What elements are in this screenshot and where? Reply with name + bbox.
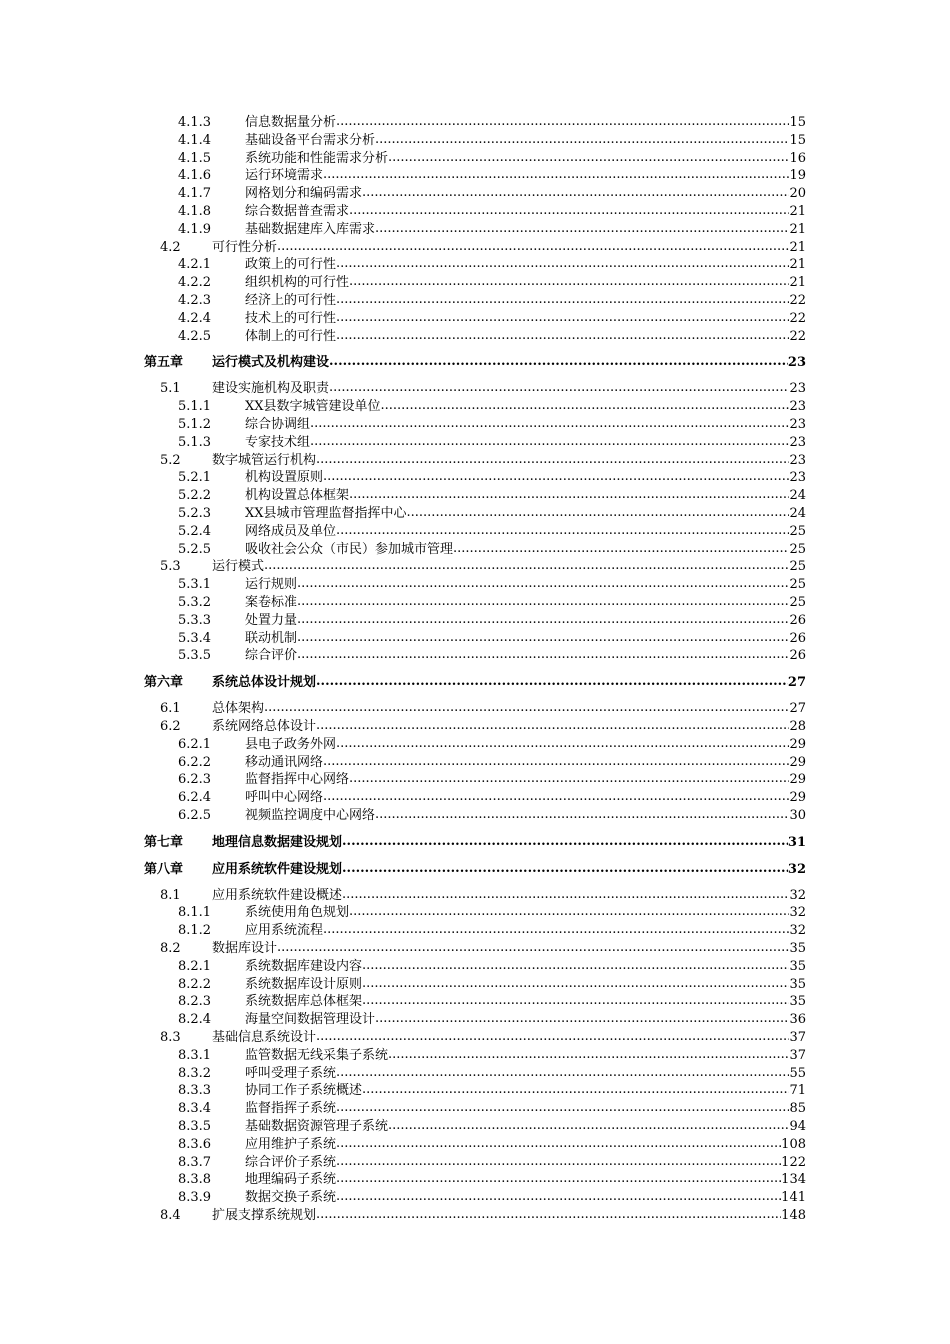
toc-entry[interactable] (144, 940, 806, 958)
toc-entry-number: 第五章 (144, 355, 184, 371)
table-of-contents (144, 114, 806, 1225)
toc-entry-title: 基础数据建库入库需求 (245, 221, 376, 237)
toc-entry[interactable] (144, 1207, 806, 1225)
toc-entry-page-number: 23 (787, 355, 806, 371)
toc-entry-title: 数字城管运行机构 (212, 452, 317, 468)
toc-entry-title: 系统功能和性能需求分析 (245, 150, 389, 166)
toc-entry[interactable] (144, 239, 806, 257)
toc-entry-title: 政策上的可行性 (245, 257, 337, 273)
toc-entry[interactable] (144, 310, 806, 328)
toc-dot-leader (381, 397, 790, 415)
toc-entry-number: 6.2 (160, 718, 181, 734)
toc-entry-title: 专家技术组 (245, 434, 311, 450)
toc-entry-number: 5.3.5 (178, 648, 212, 664)
toc-entry[interactable] (144, 630, 806, 648)
toc-entry-number: 6.2.2 (178, 754, 212, 770)
toc-entry-title: 网络成员及单位 (245, 523, 337, 539)
toc-entry-page-number: 21 (789, 203, 806, 219)
toc-entry-title: 网格划分和编码需求 (245, 186, 363, 202)
toc-entry-number: 5.3.1 (178, 577, 212, 593)
toc-entry-page-number: 32 (787, 861, 806, 877)
toc-entry[interactable] (144, 541, 806, 559)
toc-entry-page-number: 22 (789, 292, 806, 308)
toc-dot-leader (316, 1206, 781, 1224)
toc-entry-title: 综合协调组 (245, 416, 311, 432)
toc-entry[interactable] (144, 1047, 806, 1065)
toc-entry-title: 移动通讯网络 (245, 754, 324, 770)
toc-entry-page-number: 55 (789, 1065, 806, 1081)
toc-entry-title: 运行规则 (245, 577, 298, 593)
toc-entry[interactable] (144, 380, 806, 398)
toc-entry-title: 综合数据普查需求 (245, 203, 350, 219)
toc-entry-page-number: 85 (789, 1101, 806, 1117)
toc-entry-title: 县电子政务外网 (245, 736, 337, 752)
toc-entry-title: 应用系统软件建设概述 (212, 887, 343, 903)
toc-entry-number: 5.3.4 (178, 630, 212, 646)
toc-entry-page-number: 23 (789, 434, 806, 450)
toc-dot-leader (297, 575, 789, 593)
toc-entry[interactable] (144, 904, 806, 922)
toc-entry[interactable] (144, 1029, 806, 1047)
toc-dot-leader (297, 629, 789, 647)
toc-entry-title: XX县数字城管建设单位 (245, 399, 381, 415)
toc-dot-leader (349, 202, 789, 220)
toc-entry-page-number: 28 (789, 718, 806, 734)
toc-entry-page-number: 21 (789, 239, 806, 255)
toc-entry-page-number: 134 (781, 1172, 806, 1188)
toc-entry-number: 4.1.6 (178, 168, 212, 184)
toc-entry-page-number: 35 (789, 976, 806, 992)
toc-entry-number: 第七章 (144, 834, 184, 850)
toc-entry-page-number: 35 (789, 941, 806, 957)
toc-dot-leader (362, 975, 789, 993)
toc-entry-number: 4.1.9 (178, 221, 212, 237)
toc-dot-leader (336, 735, 789, 753)
toc-entry-page-number: 26 (789, 648, 806, 664)
toc-entry[interactable] (144, 594, 806, 612)
toc-entry[interactable] (144, 958, 806, 976)
toc-entry-page-number: 35 (789, 994, 806, 1010)
toc-dot-leader (349, 486, 789, 504)
toc-entry[interactable] (144, 1082, 806, 1100)
toc-dot-leader (362, 184, 789, 202)
toc-entry[interactable] (144, 771, 806, 789)
toc-entry-number: 5.1.1 (178, 399, 212, 415)
toc-entry-number: 8.2 (160, 941, 181, 957)
toc-dot-leader (375, 220, 789, 238)
toc-entry-number: 5.1.3 (178, 434, 212, 450)
toc-dot-leader (323, 753, 789, 771)
toc-chapter-entry[interactable] (144, 674, 806, 692)
toc-entry-title: 监督指挥中心网络 (245, 772, 350, 788)
toc-entry[interactable] (144, 487, 806, 505)
toc-entry-number: 8.3.7 (178, 1154, 212, 1170)
toc-entry-title: 系统总体设计规划 (212, 675, 317, 691)
toc-entry-page-number: 31 (787, 834, 806, 850)
toc-entry-page-number: 29 (789, 736, 806, 752)
toc-entry-page-number: 25 (789, 523, 806, 539)
toc-entry-number: 8.3.9 (178, 1190, 212, 1206)
toc-entry-page-number: 30 (789, 807, 806, 823)
toc-entry-number: 4.2.2 (178, 275, 212, 291)
toc-entry-title: 基础数据资源管理子系统 (245, 1119, 389, 1135)
toc-entry-page-number: 15 (789, 115, 806, 130)
toc-entry-page-number: 122 (781, 1154, 806, 1170)
toc-entry-number: 8.1.2 (178, 923, 212, 939)
toc-entry-title: 运行模式 (212, 559, 265, 575)
toc-entry[interactable] (144, 807, 806, 825)
toc-entry-title: 扩展支撑系统规划 (212, 1208, 317, 1224)
toc-entry[interactable] (144, 434, 806, 452)
toc-entry-title: 应用系统流程 (245, 923, 324, 939)
toc-dot-leader (375, 131, 789, 149)
toc-entry-title: 呼叫中心网络 (245, 790, 324, 806)
toc-entry-number: 4.1.8 (178, 203, 212, 219)
toc-entry[interactable] (144, 647, 806, 665)
toc-dot-leader (349, 273, 789, 291)
toc-dot-leader (362, 1081, 789, 1099)
toc-dot-leader (407, 504, 790, 522)
toc-dot-leader (362, 992, 789, 1010)
toc-entry-number: 5.2.4 (178, 523, 212, 539)
toc-dot-leader (342, 860, 788, 878)
toc-entry-number: 第八章 (144, 861, 184, 877)
toc-dot-leader (362, 957, 789, 975)
toc-entry-number: 5.3 (160, 559, 181, 575)
toc-entry-title: 吸收社会公众（市民）参加城市管理 (245, 541, 454, 557)
toc-dot-leader (329, 353, 788, 371)
toc-entry-page-number: 22 (789, 328, 806, 344)
toc-dot-leader (336, 1064, 789, 1082)
toc-dot-leader (336, 1170, 781, 1188)
toc-entry-number: 4.2.1 (178, 257, 212, 273)
toc-entry[interactable] (144, 292, 806, 310)
toc-entry[interactable] (144, 1189, 806, 1207)
toc-entry-number: 5.3.3 (178, 612, 212, 628)
toc-entry-number: 8.2.1 (178, 958, 212, 974)
toc-entry-title: 可行性分析 (212, 239, 278, 255)
toc-entry-title: 组织机构的可行性 (245, 275, 350, 291)
toc-dot-leader (277, 939, 789, 957)
toc-entry[interactable] (144, 132, 806, 150)
toc-entry-page-number: 27 (787, 675, 806, 691)
toc-entry-number: 8.2.4 (178, 1012, 212, 1028)
toc-entry-title: 地理信息数据建设规划 (212, 834, 343, 850)
toc-entry[interactable] (144, 922, 806, 940)
toc-chapter-entry[interactable] (144, 354, 806, 372)
toc-entry[interactable] (144, 469, 806, 487)
toc-entry-page-number: 108 (781, 1136, 806, 1152)
toc-dot-leader (375, 1010, 789, 1028)
toc-entry-page-number: 35 (789, 958, 806, 974)
toc-dot-leader (336, 522, 789, 540)
toc-entry[interactable] (144, 416, 806, 434)
toc-entry-title: 信息数据量分析 (245, 115, 337, 130)
toc-entry-title: 综合评价 (245, 648, 298, 664)
toc-entry-page-number: 23 (789, 452, 806, 468)
toc-entry-page-number: 19 (789, 168, 806, 184)
toc-entry-page-number: 25 (789, 541, 806, 557)
toc-entry-number: 8.4 (160, 1208, 181, 1224)
toc-entry-title: 数据库设计 (212, 941, 278, 957)
toc-entry-number: 6.1 (160, 701, 181, 717)
toc-entry-title: 系统数据库总体框架 (245, 994, 363, 1010)
toc-dot-leader (336, 255, 789, 273)
toc-entry-number: 8.3.3 (178, 1083, 212, 1099)
toc-entry-title: 技术上的可行性 (245, 310, 337, 326)
toc-entry-number: 4.2.3 (178, 292, 212, 308)
toc-entry-number: 第六章 (144, 675, 184, 691)
toc-entry-title: 案卷标准 (245, 594, 298, 610)
toc-entry-number: 4.2.4 (178, 310, 212, 326)
toc-entry-page-number: 23 (789, 416, 806, 432)
toc-entry[interactable] (144, 150, 806, 168)
toc-entry-title: 协同工作子系统概述 (245, 1083, 363, 1099)
toc-entry-title: XX县城市管理监督指挥中心 (245, 505, 407, 521)
toc-entry-page-number: 29 (789, 754, 806, 770)
toc-entry-page-number: 71 (789, 1083, 806, 1099)
toc-entry[interactable] (144, 736, 806, 754)
toc-entry-number: 5.1 (160, 381, 181, 397)
toc-dot-leader (316, 673, 788, 691)
toc-entry-page-number: 22 (789, 310, 806, 326)
toc-dot-leader (323, 468, 789, 486)
toc-entry-number: 5.2 (160, 452, 181, 468)
toc-entry[interactable] (144, 114, 806, 132)
toc-entry[interactable] (144, 789, 806, 807)
toc-entry-page-number: 16 (789, 150, 806, 166)
toc-entry[interactable] (144, 221, 806, 239)
toc-entry-page-number: 32 (789, 905, 806, 921)
toc-entry-page-number: 15 (789, 132, 806, 148)
toc-entry[interactable] (144, 1171, 806, 1189)
toc-dot-leader (297, 646, 789, 664)
toc-entry-number: 8.3.8 (178, 1172, 212, 1188)
toc-entry-title: 经济上的可行性 (245, 292, 337, 308)
toc-chapter-entry[interactable] (144, 861, 806, 879)
toc-dot-leader (388, 149, 789, 167)
toc-entry-number: 4.1.3 (178, 115, 212, 130)
toc-dot-leader (388, 1117, 789, 1135)
toc-entry[interactable] (144, 887, 806, 905)
toc-entry-number: 8.2.3 (178, 994, 212, 1010)
toc-entry[interactable] (144, 398, 806, 416)
toc-entry-title: 系统数据库设计原则 (245, 976, 363, 992)
toc-entry-number: 8.3.5 (178, 1119, 212, 1135)
toc-dot-leader (277, 238, 789, 256)
toc-entry-page-number: 25 (789, 559, 806, 575)
toc-entry-number: 8.3.6 (178, 1136, 212, 1152)
toc-entry[interactable] (144, 754, 806, 772)
toc-entry-number: 6.2.4 (178, 790, 212, 806)
toc-entry[interactable] (144, 576, 806, 594)
toc-entry[interactable] (144, 505, 806, 523)
toc-dot-leader (336, 1188, 781, 1206)
toc-entry-title: 监管数据无线采集子系统 (245, 1047, 389, 1063)
toc-dot-leader (264, 699, 789, 717)
toc-entry-number: 4.2 (160, 239, 181, 255)
toc-entry-page-number: 27 (789, 701, 806, 717)
toc-entry-number: 5.2.1 (178, 470, 212, 486)
toc-entry[interactable] (144, 203, 806, 221)
toc-dot-leader (336, 1135, 781, 1153)
toc-entry-page-number: 141 (781, 1190, 806, 1206)
toc-entry-title: 监督指挥子系统 (245, 1101, 337, 1117)
toc-entry-title: 机构设置原则 (245, 470, 324, 486)
toc-entry[interactable] (144, 1011, 806, 1029)
toc-entry-page-number: 24 (789, 505, 806, 521)
toc-entry-title: 海量空间数据管理设计 (245, 1012, 376, 1028)
toc-entry[interactable] (144, 993, 806, 1011)
toc-entry-page-number: 37 (789, 1047, 806, 1063)
toc-dot-leader (336, 291, 789, 309)
toc-dot-leader (342, 886, 789, 904)
toc-entry-page-number: 21 (789, 221, 806, 237)
toc-entry-page-number: 23 (789, 381, 806, 397)
toc-entry-title: 联动机制 (245, 630, 298, 646)
toc-entry-title: 综合评价子系统 (245, 1154, 337, 1170)
toc-dot-leader (310, 433, 789, 451)
toc-entry-number: 5.2.2 (178, 488, 212, 504)
toc-dot-leader (316, 717, 789, 735)
toc-entry-title: 视频监控调度中心网络 (245, 807, 376, 823)
toc-entry-title: 系统数据库建设内容 (245, 958, 363, 974)
toc-entry-title: 基础信息系统设计 (212, 1030, 317, 1046)
toc-dot-leader (349, 903, 789, 921)
toc-entry-page-number: 21 (789, 257, 806, 273)
toc-entry-title: 体制上的可行性 (245, 328, 337, 344)
toc-entry-page-number: 21 (789, 275, 806, 291)
toc-entry-number: 6.2.1 (178, 736, 212, 752)
toc-entry-title: 建设实施机构及职责 (212, 381, 330, 397)
toc-entry-title: 数据交换子系统 (245, 1190, 337, 1206)
toc-entry-page-number: 26 (789, 612, 806, 628)
toc-entry-title: 机构设置总体框架 (245, 488, 350, 504)
toc-dot-leader (316, 1028, 789, 1046)
toc-dot-leader (323, 921, 789, 939)
toc-dot-leader (323, 166, 789, 184)
toc-entry-page-number: 25 (789, 577, 806, 593)
toc-entry-number: 5.2.5 (178, 541, 212, 557)
toc-entry-number: 5.2.3 (178, 505, 212, 521)
toc-entry[interactable] (144, 1118, 806, 1136)
toc-entry[interactable] (144, 718, 806, 736)
toc-entry-page-number: 36 (789, 1012, 806, 1028)
toc-entry-number: 5.1.2 (178, 416, 212, 432)
toc-dot-leader (336, 113, 789, 131)
toc-entry-title: 运行环境需求 (245, 168, 324, 184)
toc-entry-title: 应用维护子系统 (245, 1136, 337, 1152)
toc-entry[interactable] (144, 1154, 806, 1172)
toc-entry-page-number: 37 (789, 1030, 806, 1046)
toc-entry[interactable] (144, 1100, 806, 1118)
toc-dot-leader (342, 833, 788, 851)
toc-entry-number: 8.2.2 (178, 976, 212, 992)
toc-entry-number: 6.2.3 (178, 772, 212, 788)
toc-entry-page-number: 25 (789, 594, 806, 610)
toc-dot-leader (310, 415, 789, 433)
toc-entry-page-number: 29 (789, 772, 806, 788)
toc-entry-number: 4.2.5 (178, 328, 212, 344)
toc-dot-leader (323, 788, 789, 806)
toc-entry-page-number: 26 (789, 630, 806, 646)
toc-entry-title: 基础设备平台需求分析 (245, 132, 376, 148)
toc-dot-leader (349, 770, 789, 788)
toc-entry-title: 地理编码子系统 (245, 1172, 337, 1188)
toc-entry-title: 系统使用角色规划 (245, 905, 350, 921)
toc-entry-number: 8.3.2 (178, 1065, 212, 1081)
toc-entry[interactable] (144, 185, 806, 203)
toc-entry[interactable] (144, 976, 806, 994)
toc-entry-number: 4.1.4 (178, 132, 212, 148)
toc-dot-leader (329, 379, 789, 397)
toc-entry[interactable] (144, 328, 806, 346)
toc-entry[interactable] (144, 612, 806, 630)
toc-dot-leader (316, 451, 789, 469)
toc-entry-number: 8.1.1 (178, 905, 212, 921)
toc-entry-page-number: 20 (789, 186, 806, 202)
toc-entry[interactable] (144, 452, 806, 470)
toc-entry[interactable] (144, 1065, 806, 1083)
toc-entry-title: 呼叫受理子系统 (245, 1065, 337, 1081)
toc-dot-leader (336, 1153, 781, 1171)
toc-entry-page-number: 24 (789, 488, 806, 504)
toc-entry[interactable] (144, 523, 806, 541)
toc-entry[interactable] (144, 1136, 806, 1154)
toc-entry[interactable] (144, 167, 806, 185)
toc-entry-page-number: 23 (789, 470, 806, 486)
toc-dot-leader (297, 593, 789, 611)
toc-dot-leader (388, 1046, 789, 1064)
toc-entry-title: 总体架构 (212, 701, 265, 717)
toc-entry-page-number: 94 (789, 1119, 806, 1135)
toc-entry-title: 系统网络总体设计 (212, 718, 317, 734)
toc-entry-number: 4.1.5 (178, 150, 212, 166)
toc-entry-page-number: 148 (781, 1208, 806, 1224)
toc-entry-title: 处置力量 (245, 612, 298, 628)
toc-entry[interactable] (144, 558, 806, 576)
toc-entry-number: 8.3.1 (178, 1047, 212, 1063)
toc-entry-title: 应用系统软件建设规划 (212, 861, 343, 877)
toc-entry-page-number: 32 (789, 887, 806, 903)
toc-dot-leader (336, 1099, 789, 1117)
toc-entry[interactable] (144, 256, 806, 274)
toc-entry-number: 8.1 (160, 887, 181, 903)
toc-entry-number: 8.3 (160, 1030, 181, 1046)
toc-entry-page-number: 29 (789, 790, 806, 806)
toc-dot-leader (297, 611, 789, 629)
toc-dot-leader (453, 540, 789, 558)
toc-entry-number: 4.1.7 (178, 186, 212, 202)
toc-entry-page-number: 32 (789, 923, 806, 939)
toc-entry-number: 5.3.2 (178, 594, 212, 610)
toc-dot-leader (336, 309, 789, 327)
toc-dot-leader (375, 806, 789, 824)
toc-dot-leader (336, 327, 789, 345)
toc-entry-page-number: 23 (789, 399, 806, 415)
toc-entry[interactable] (144, 700, 806, 718)
toc-entry[interactable] (144, 274, 806, 292)
toc-entry-number: 8.3.4 (178, 1101, 212, 1117)
toc-dot-leader (264, 557, 789, 575)
toc-entry-title: 运行模式及机构建设 (212, 355, 330, 371)
toc-chapter-entry[interactable] (144, 834, 806, 852)
toc-entry-number: 6.2.5 (178, 807, 212, 823)
